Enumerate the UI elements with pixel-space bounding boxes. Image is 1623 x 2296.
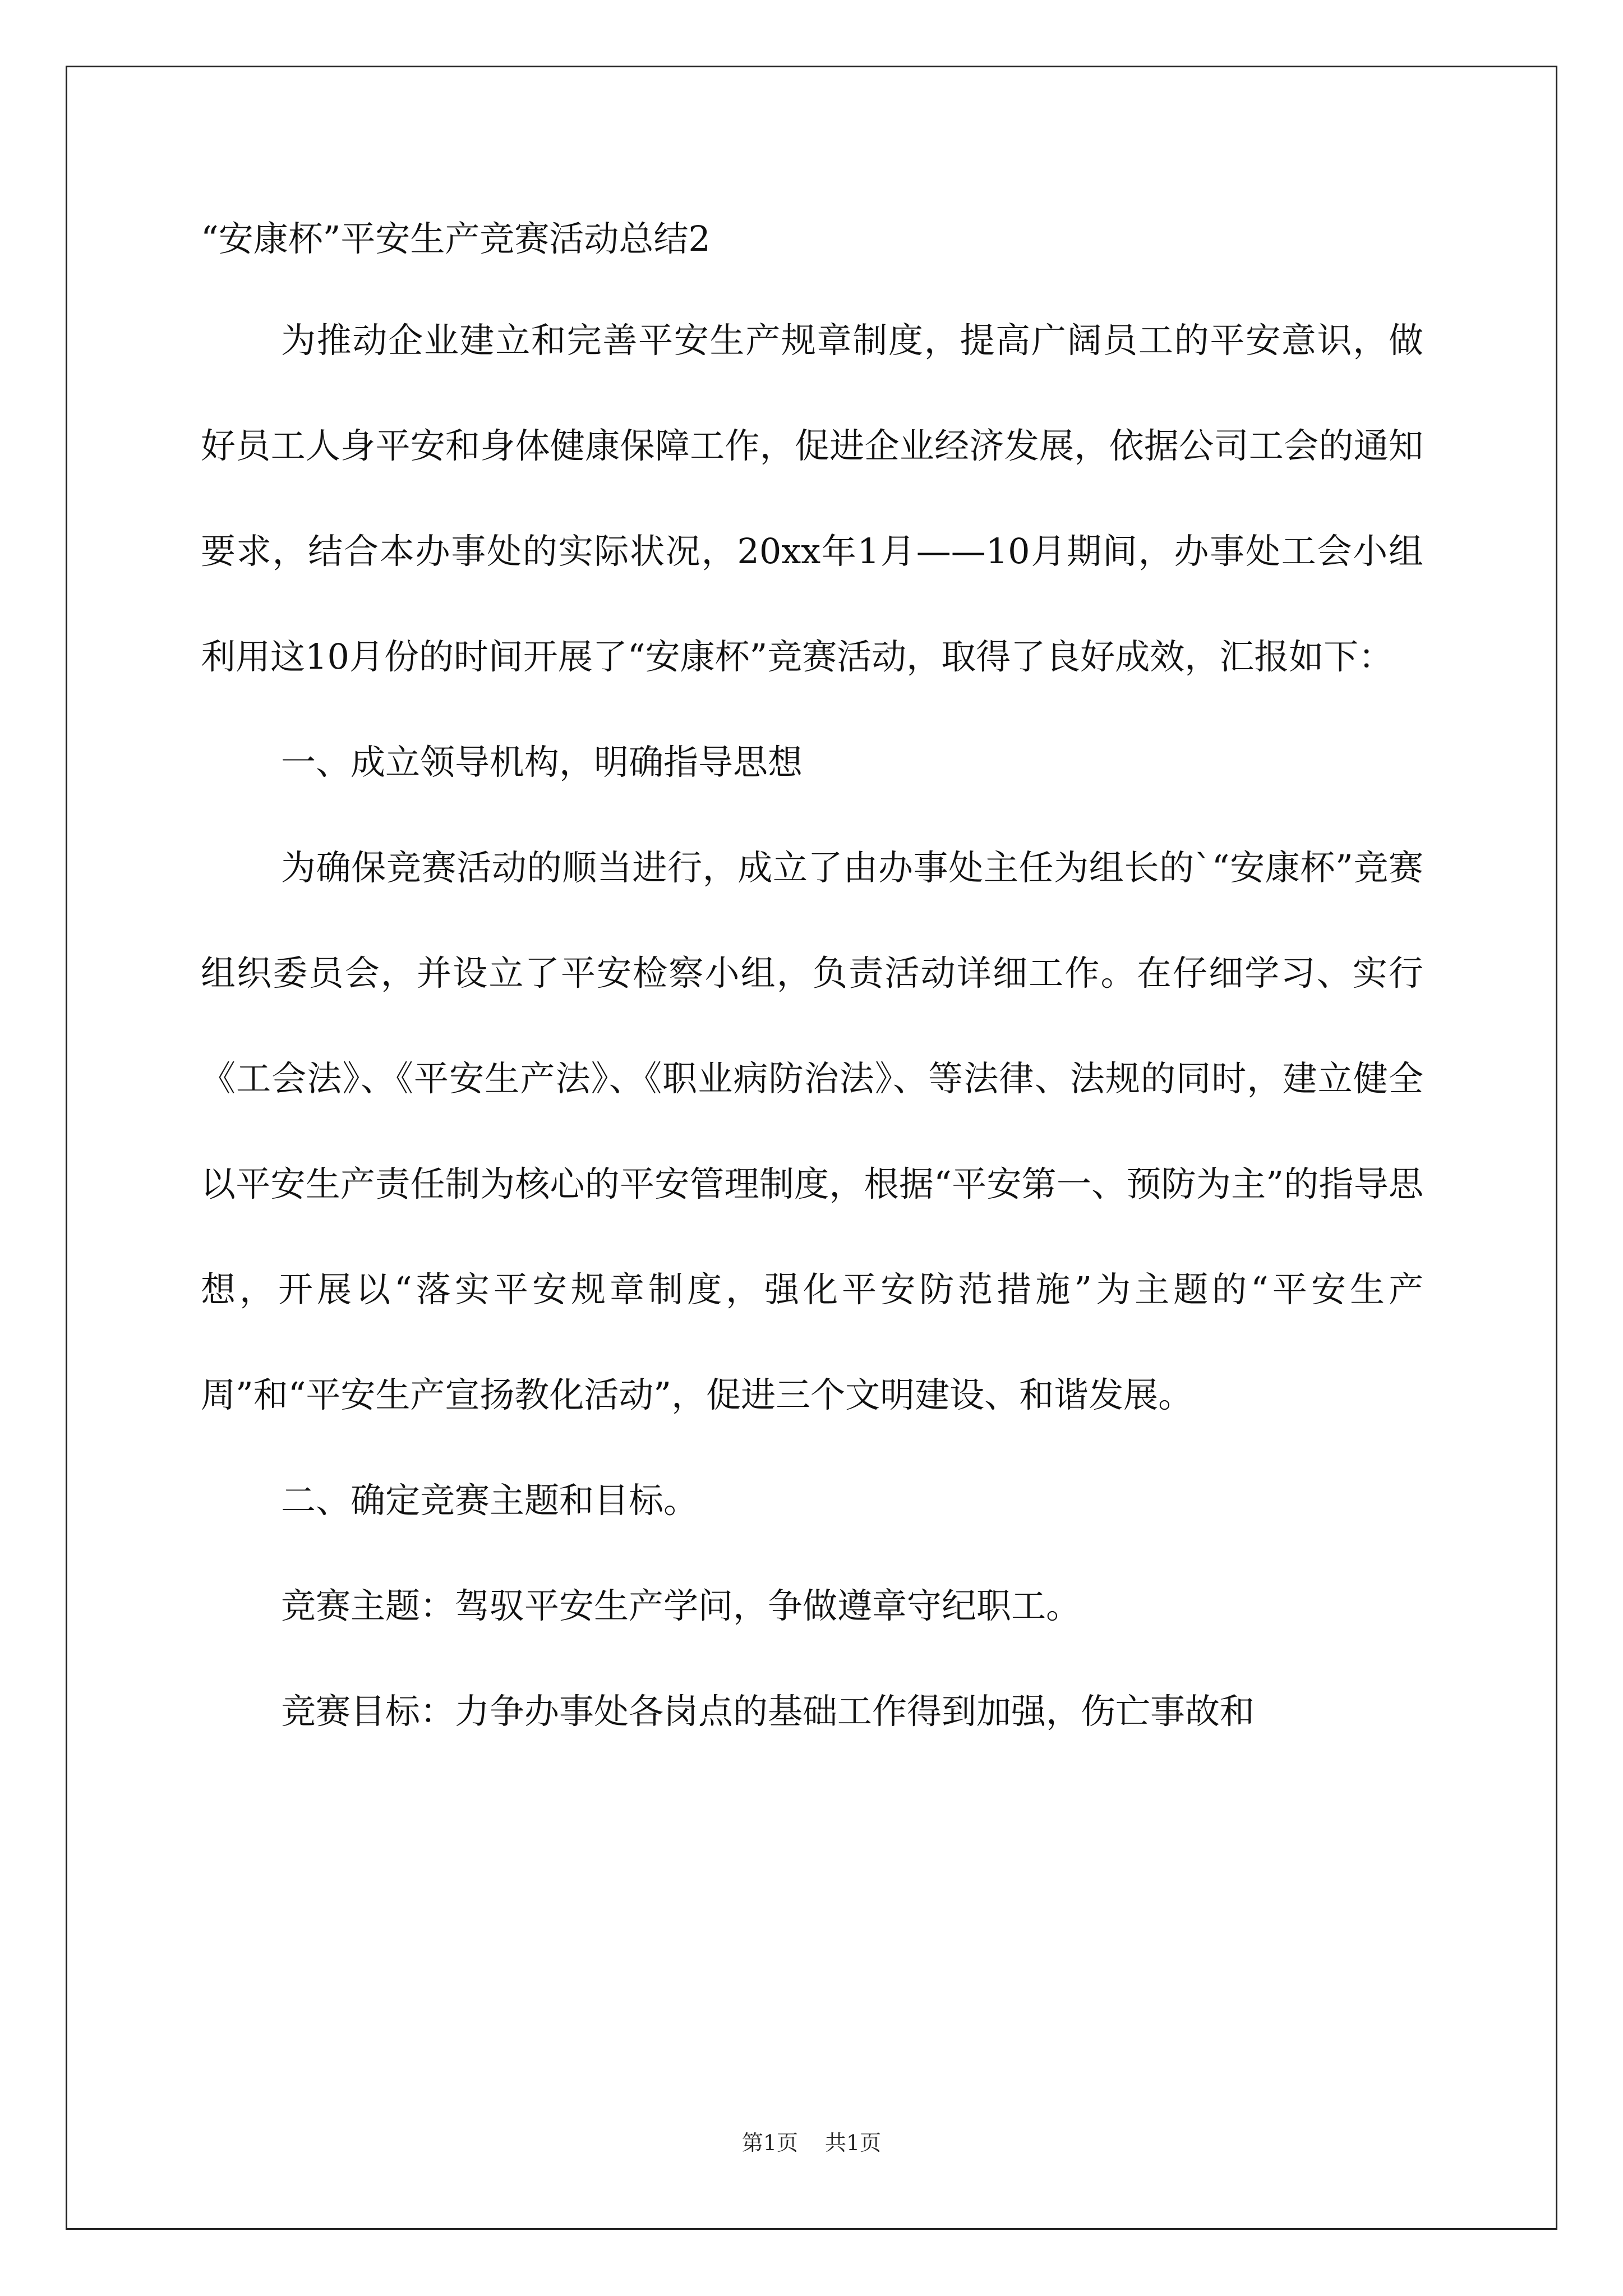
page-footer (0, 2132, 1623, 2154)
paragraph-intro: 为推动企业建立和完善平安生产规章制度，提高广阔员工的平安意识，做好员工人身平安和身体健康保障工作，促进企业经济发展，依据公司工会的通知要求，结合本办事处的实际状况，20xx年1月——10月期间，办事处工会小组利用这10月份的时间开展了“安康杯”竞赛活动，取得了良好成效，汇报如下： (201, 320, 1423, 677)
document-body (201, 218, 1423, 1764)
paragraph-competition-theme: 竞赛主题：驾驭平安生产学问，争做遵章守纪职工。 (281, 1585, 1081, 1626)
section-heading-2: 二、确定竞赛主题和目标。 (281, 1480, 699, 1521)
section-heading-1: 一、成立领导机构，明确指导思想 (281, 742, 803, 783)
paragraph-competition-goal: 竞赛目标：力争办事处各岗点的基础工作得到加强，伤亡事故和 (281, 1691, 1255, 1732)
document-title: “安康杯”平安生产竞赛活动总结2 (201, 218, 711, 259)
paragraph-section-1: 为确保竞赛活动的顺当进行，成立了由办事处主任为组长的`“安康杯”竞赛组织委员会，并设立了平安检察小组，负责活动详细工作。在仔细学习、实行《工会法》、《平安生产法》、《职业病防治法》、等法律、法规的同时，建立健全以平安生产责任制为核心的平安管理制度，根据“平安第一、预防为主”的指导思想，开展以“落实平安规章制度，强化平安防范措施”为主题的“平安生产周”和“平安生产宣扬教化活动”，促进三个文明建设、和谐发展。 (201, 847, 1423, 1415)
page-total: 共1页 (825, 2131, 882, 2155)
page-number: 第1页 (741, 2131, 798, 2155)
